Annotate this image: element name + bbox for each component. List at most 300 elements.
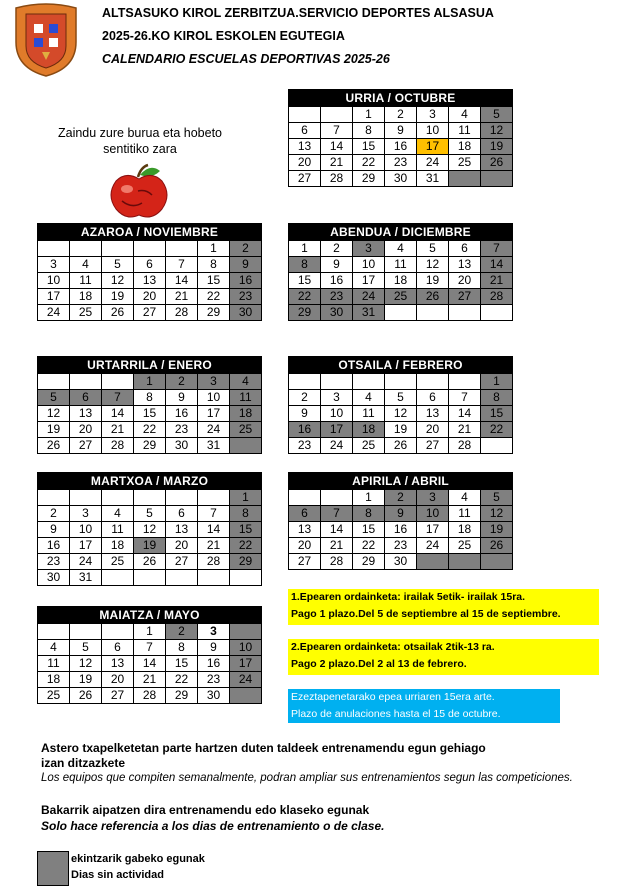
day-cell: 19: [102, 289, 134, 305]
month-title: ABENDUA / DICIEMBRE: [289, 224, 513, 241]
day-cell: 23: [385, 538, 417, 554]
day-cell: [385, 374, 417, 390]
day-cell: 24: [230, 672, 262, 688]
payment-note-1-line2: Pago 1 plazo.Del 5 de septiembre al 15 de septiembre.: [291, 608, 561, 620]
day-cell: [166, 241, 198, 257]
day-cell: 11: [353, 406, 385, 422]
day-cell: [230, 688, 262, 704]
month-title: APIRILA / ABRIL: [289, 473, 513, 490]
day-cell: 9: [38, 522, 70, 538]
day-cell: 6: [102, 640, 134, 656]
day-cell: 19: [481, 139, 513, 155]
month-title: URRIA / OCTUBRE: [289, 90, 513, 107]
day-cell: 1: [353, 107, 385, 123]
day-cell: 15: [289, 273, 321, 289]
header-title-2: 2025-26.KO KIROL ESKOLEN EGUTEGIA: [102, 29, 345, 43]
day-cell: 21: [321, 538, 353, 554]
day-cell: 22: [481, 422, 513, 438]
legend-label-eu: ekintzarik gabeko egunak: [71, 853, 205, 865]
day-cell: 30: [198, 688, 230, 704]
day-cell: [449, 171, 481, 187]
day-cell: 24: [321, 438, 353, 454]
day-cell: 24: [198, 422, 230, 438]
week-row: [289, 139, 513, 155]
day-cell: 16: [321, 273, 353, 289]
day-cell: 4: [449, 107, 481, 123]
day-cell: 7: [198, 506, 230, 522]
day-cell: 5: [385, 390, 417, 406]
day-cell: 23: [230, 289, 262, 305]
day-cell: 14: [321, 522, 353, 538]
day-cell: 22: [166, 672, 198, 688]
week-row: [289, 522, 513, 538]
day-cell: 29: [289, 305, 321, 321]
day-cell: 8: [198, 257, 230, 273]
calendar-april: [288, 472, 513, 570]
day-cell: 26: [102, 305, 134, 321]
day-cell: [481, 171, 513, 187]
day-cell: [102, 241, 134, 257]
day-cell: 11: [385, 257, 417, 273]
calendar-december: [288, 223, 513, 321]
day-cell: 15: [353, 139, 385, 155]
day-cell: 12: [70, 656, 102, 672]
day-cell: 24: [353, 289, 385, 305]
day-cell: 21: [449, 422, 481, 438]
day-cell: 12: [481, 123, 513, 139]
day-cell: [449, 554, 481, 570]
day-cell: 8: [166, 640, 198, 656]
day-cell: 30: [385, 171, 417, 187]
day-cell: [353, 374, 385, 390]
day-cell: 5: [134, 506, 166, 522]
day-cell: 2: [38, 506, 70, 522]
day-cell: 20: [417, 422, 449, 438]
day-cell: 22: [289, 289, 321, 305]
day-cell: 3: [70, 506, 102, 522]
day-cell: 27: [289, 554, 321, 570]
day-cell: 23: [321, 289, 353, 305]
day-cell: 6: [449, 241, 481, 257]
day-cell: 11: [102, 522, 134, 538]
day-cell: 4: [230, 374, 262, 390]
calendar-january: [37, 356, 262, 454]
day-cell: 26: [134, 554, 166, 570]
day-cell: [230, 570, 262, 586]
day-cell: 7: [102, 390, 134, 406]
tagline: [50, 125, 230, 157]
day-cell: [38, 374, 70, 390]
day-cell: [289, 490, 321, 506]
day-cell: 16: [289, 422, 321, 438]
week-row: [38, 570, 262, 586]
day-cell: 11: [449, 123, 481, 139]
day-cell: [289, 107, 321, 123]
day-cell: 10: [321, 406, 353, 422]
day-cell: [198, 490, 230, 506]
week-row: [289, 241, 513, 257]
week-row: [38, 273, 262, 289]
week-row: [38, 289, 262, 305]
day-cell: 9: [385, 506, 417, 522]
day-cell: 16: [230, 273, 262, 289]
day-cell: 13: [134, 273, 166, 289]
week-row: [38, 438, 262, 454]
day-cell: 27: [166, 554, 198, 570]
day-cell: 3: [321, 390, 353, 406]
day-cell: 21: [321, 155, 353, 171]
day-cell: 20: [166, 538, 198, 554]
day-cell: [102, 624, 134, 640]
day-cell: 16: [38, 538, 70, 554]
week-row: [289, 155, 513, 171]
day-cell: 18: [102, 538, 134, 554]
day-cell: [417, 374, 449, 390]
day-cell: 27: [134, 305, 166, 321]
day-cell: 4: [385, 241, 417, 257]
day-cell: 23: [198, 672, 230, 688]
day-cell: 31: [70, 570, 102, 586]
day-cell: 7: [481, 241, 513, 257]
week-row: [38, 422, 262, 438]
week-row: [38, 538, 262, 554]
day-cell: 3: [38, 257, 70, 273]
day-cell: 22: [230, 538, 262, 554]
day-cell: [230, 624, 262, 640]
day-cell: 13: [289, 522, 321, 538]
week-row: [289, 273, 513, 289]
day-cell: 4: [70, 257, 102, 273]
day-cell: 14: [449, 406, 481, 422]
day-cell: 20: [289, 155, 321, 171]
day-cell: 26: [38, 438, 70, 454]
week-row: [38, 374, 262, 390]
day-cell: 25: [449, 538, 481, 554]
week-row: [289, 538, 513, 554]
day-cell: 20: [289, 538, 321, 554]
day-cell: 23: [38, 554, 70, 570]
day-cell: 1: [134, 624, 166, 640]
day-cell: 28: [198, 554, 230, 570]
day-cell: 12: [134, 522, 166, 538]
day-cell: 30: [230, 305, 262, 321]
day-cell: 29: [353, 554, 385, 570]
day-cell: [321, 490, 353, 506]
day-cell: 5: [481, 490, 513, 506]
day-cell: 8: [353, 123, 385, 139]
day-cell: [134, 570, 166, 586]
day-cell: [417, 305, 449, 321]
day-cell: 6: [289, 123, 321, 139]
day-cell: 18: [385, 273, 417, 289]
day-cell: [102, 374, 134, 390]
cancellation-note-line1: Ezeztapenetarako epea urriaren 15era arte.: [291, 691, 495, 703]
day-cell: [230, 438, 262, 454]
day-cell: 5: [481, 107, 513, 123]
day-cell: [134, 490, 166, 506]
day-cell: 25: [70, 305, 102, 321]
payment-note-2: [288, 639, 599, 675]
legend-label-es: Dias sin actividad: [71, 869, 164, 881]
day-cell: 19: [70, 672, 102, 688]
day-cell: 30: [321, 305, 353, 321]
day-cell: [481, 438, 513, 454]
day-cell: 8: [481, 390, 513, 406]
day-cell: 14: [102, 406, 134, 422]
day-cell: [385, 305, 417, 321]
day-cell: 16: [166, 406, 198, 422]
day-cell: 21: [102, 422, 134, 438]
day-cell: 28: [102, 438, 134, 454]
day-cell: 30: [38, 570, 70, 586]
day-cell: 18: [70, 289, 102, 305]
day-cell: 1: [481, 374, 513, 390]
day-cell: 9: [166, 390, 198, 406]
day-cell: 6: [166, 506, 198, 522]
day-cell: 2: [321, 241, 353, 257]
day-cell: 11: [230, 390, 262, 406]
week-row: [38, 305, 262, 321]
calendar-october: [288, 89, 513, 187]
week-row: [38, 656, 262, 672]
day-cell: 10: [353, 257, 385, 273]
header-title-1: ALTSASUKO KIROL ZERBITZUA.SERVICIO DEPORTES ALSASUA: [102, 6, 494, 20]
day-cell: [38, 241, 70, 257]
day-cell: [38, 624, 70, 640]
day-cell: 21: [198, 538, 230, 554]
week-row: [38, 490, 262, 506]
header-title-3: CALENDARIO ESCUELAS DEPORTIVAS 2025-26: [102, 52, 390, 66]
day-cell: 1: [134, 374, 166, 390]
legend-inactive-swatch: [37, 851, 69, 886]
day-cell: 29: [198, 305, 230, 321]
day-cell: 4: [102, 506, 134, 522]
day-cell: 15: [481, 406, 513, 422]
week-row: [38, 554, 262, 570]
day-cell: 9: [230, 257, 262, 273]
day-cell: 13: [70, 406, 102, 422]
week-row: [38, 390, 262, 406]
day-cell: 19: [38, 422, 70, 438]
day-cell: 4: [449, 490, 481, 506]
day-cell: 8: [289, 257, 321, 273]
day-cell: 27: [417, 438, 449, 454]
day-cell: 15: [166, 656, 198, 672]
calendar-november: [37, 223, 262, 321]
day-cell: 31: [353, 305, 385, 321]
day-cell: 7: [449, 390, 481, 406]
day-cell: 25: [385, 289, 417, 305]
day-cell: 12: [417, 257, 449, 273]
day-cell: [481, 305, 513, 321]
day-cell: 17: [38, 289, 70, 305]
month-title: OTSAILA / FEBRERO: [289, 357, 513, 374]
footer-paragraph-1-es: Los equipos que compiten semanalmente, podran ampliar sus entrenamientos segun las competiciones.: [41, 772, 573, 784]
day-cell: 9: [289, 406, 321, 422]
day-cell: 4: [353, 390, 385, 406]
day-cell: 2: [385, 490, 417, 506]
day-cell: 23: [385, 155, 417, 171]
day-cell: [198, 570, 230, 586]
day-cell: 18: [230, 406, 262, 422]
day-cell: 8: [230, 506, 262, 522]
week-row: [38, 506, 262, 522]
day-cell: 25: [449, 155, 481, 171]
day-cell: 18: [38, 672, 70, 688]
day-cell: 14: [166, 273, 198, 289]
calendar-may: [37, 606, 262, 704]
week-row: [289, 257, 513, 273]
month-title: AZAROA / NOVIEMBRE: [38, 224, 262, 241]
day-cell: 14: [134, 656, 166, 672]
day-cell: 13: [102, 656, 134, 672]
day-cell: 9: [198, 640, 230, 656]
day-cell: 16: [198, 656, 230, 672]
day-cell: 6: [289, 506, 321, 522]
day-cell: 24: [417, 538, 449, 554]
day-cell: 24: [70, 554, 102, 570]
day-cell: 22: [353, 538, 385, 554]
day-cell: 1: [198, 241, 230, 257]
day-cell: 17: [417, 139, 449, 155]
day-cell: 28: [321, 171, 353, 187]
day-cell: 17: [198, 406, 230, 422]
week-row: [289, 554, 513, 570]
day-cell: 8: [353, 506, 385, 522]
tagline-line2: sentitiko zara: [103, 142, 177, 156]
footer-paragraph-1-line1: Astero txapelketetan parte hartzen duten taldeek entrenamendu egun gehiago: [41, 741, 486, 755]
day-cell: 4: [38, 640, 70, 656]
day-cell: 28: [134, 688, 166, 704]
day-cell: 27: [70, 438, 102, 454]
cancellation-note: [288, 689, 560, 723]
day-cell: 3: [198, 624, 230, 640]
payment-note-1-line1: 1.Epearen ordainketa: irailak 5etik- irailak 15ra.: [291, 591, 526, 603]
day-cell: 21: [481, 273, 513, 289]
day-cell: 16: [385, 522, 417, 538]
day-cell: 12: [38, 406, 70, 422]
week-row: [289, 422, 513, 438]
week-row: [289, 438, 513, 454]
day-cell: 20: [102, 672, 134, 688]
payment-note-2-line1: 2.Epearen ordainketa: otsailak 2tik-13 ra.: [291, 641, 495, 653]
day-cell: [321, 374, 353, 390]
day-cell: 17: [353, 273, 385, 289]
municipal-shield-logo: [12, 2, 80, 78]
week-row: [38, 688, 262, 704]
week-row: [289, 506, 513, 522]
week-row: [38, 257, 262, 273]
week-row: [38, 672, 262, 688]
day-cell: [70, 624, 102, 640]
day-cell: 7: [134, 640, 166, 656]
day-cell: 14: [321, 139, 353, 155]
week-row: [289, 374, 513, 390]
day-cell: [102, 570, 134, 586]
week-row: [289, 107, 513, 123]
day-cell: [321, 107, 353, 123]
week-row: [38, 406, 262, 422]
day-cell: 10: [70, 522, 102, 538]
day-cell: 14: [198, 522, 230, 538]
day-cell: 5: [70, 640, 102, 656]
day-cell: 27: [449, 289, 481, 305]
day-cell: 10: [417, 123, 449, 139]
day-cell: 13: [417, 406, 449, 422]
day-cell: 26: [70, 688, 102, 704]
day-cell: 2: [230, 241, 262, 257]
day-cell: 3: [198, 374, 230, 390]
week-row: [289, 490, 513, 506]
day-cell: [449, 374, 481, 390]
day-cell: 19: [481, 522, 513, 538]
day-cell: 22: [134, 422, 166, 438]
day-cell: 23: [166, 422, 198, 438]
week-row: [38, 522, 262, 538]
day-cell: 11: [70, 273, 102, 289]
week-row: [289, 406, 513, 422]
day-cell: 30: [385, 554, 417, 570]
day-cell: [38, 490, 70, 506]
day-cell: 20: [134, 289, 166, 305]
month-title: MARTXOA / MARZO: [38, 473, 262, 490]
day-cell: 21: [166, 289, 198, 305]
day-cell: [166, 570, 198, 586]
day-cell: 12: [481, 506, 513, 522]
day-cell: 27: [102, 688, 134, 704]
day-cell: 10: [38, 273, 70, 289]
cancellation-note-line2: Plazo de anulaciones hasta el 15 de octubre.: [291, 708, 501, 720]
day-cell: 6: [70, 390, 102, 406]
day-cell: [134, 241, 166, 257]
day-cell: 24: [417, 155, 449, 171]
day-cell: 5: [102, 257, 134, 273]
day-cell: [289, 374, 321, 390]
day-cell: 25: [38, 688, 70, 704]
day-cell: 25: [102, 554, 134, 570]
day-cell: 25: [353, 438, 385, 454]
day-cell: 20: [70, 422, 102, 438]
week-row: [38, 241, 262, 257]
week-row: [289, 390, 513, 406]
month-title: MAIATZA / MAYO: [38, 607, 262, 624]
day-cell: 15: [230, 522, 262, 538]
day-cell: [70, 490, 102, 506]
day-cell: 3: [417, 490, 449, 506]
day-cell: 17: [417, 522, 449, 538]
day-cell: 29: [166, 688, 198, 704]
day-cell: 27: [289, 171, 321, 187]
week-row: [38, 640, 262, 656]
day-cell: 13: [449, 257, 481, 273]
day-cell: 29: [353, 171, 385, 187]
day-cell: 3: [353, 241, 385, 257]
day-cell: 11: [38, 656, 70, 672]
day-cell: 31: [198, 438, 230, 454]
calendar-march: [37, 472, 262, 586]
day-cell: 26: [481, 538, 513, 554]
day-cell: 22: [198, 289, 230, 305]
day-cell: 5: [38, 390, 70, 406]
day-cell: 6: [134, 257, 166, 273]
day-cell: 28: [449, 438, 481, 454]
day-cell: 18: [353, 422, 385, 438]
day-cell: 10: [417, 506, 449, 522]
day-cell: 15: [134, 406, 166, 422]
day-cell: 18: [449, 139, 481, 155]
day-cell: 11: [449, 506, 481, 522]
day-cell: 1: [289, 241, 321, 257]
